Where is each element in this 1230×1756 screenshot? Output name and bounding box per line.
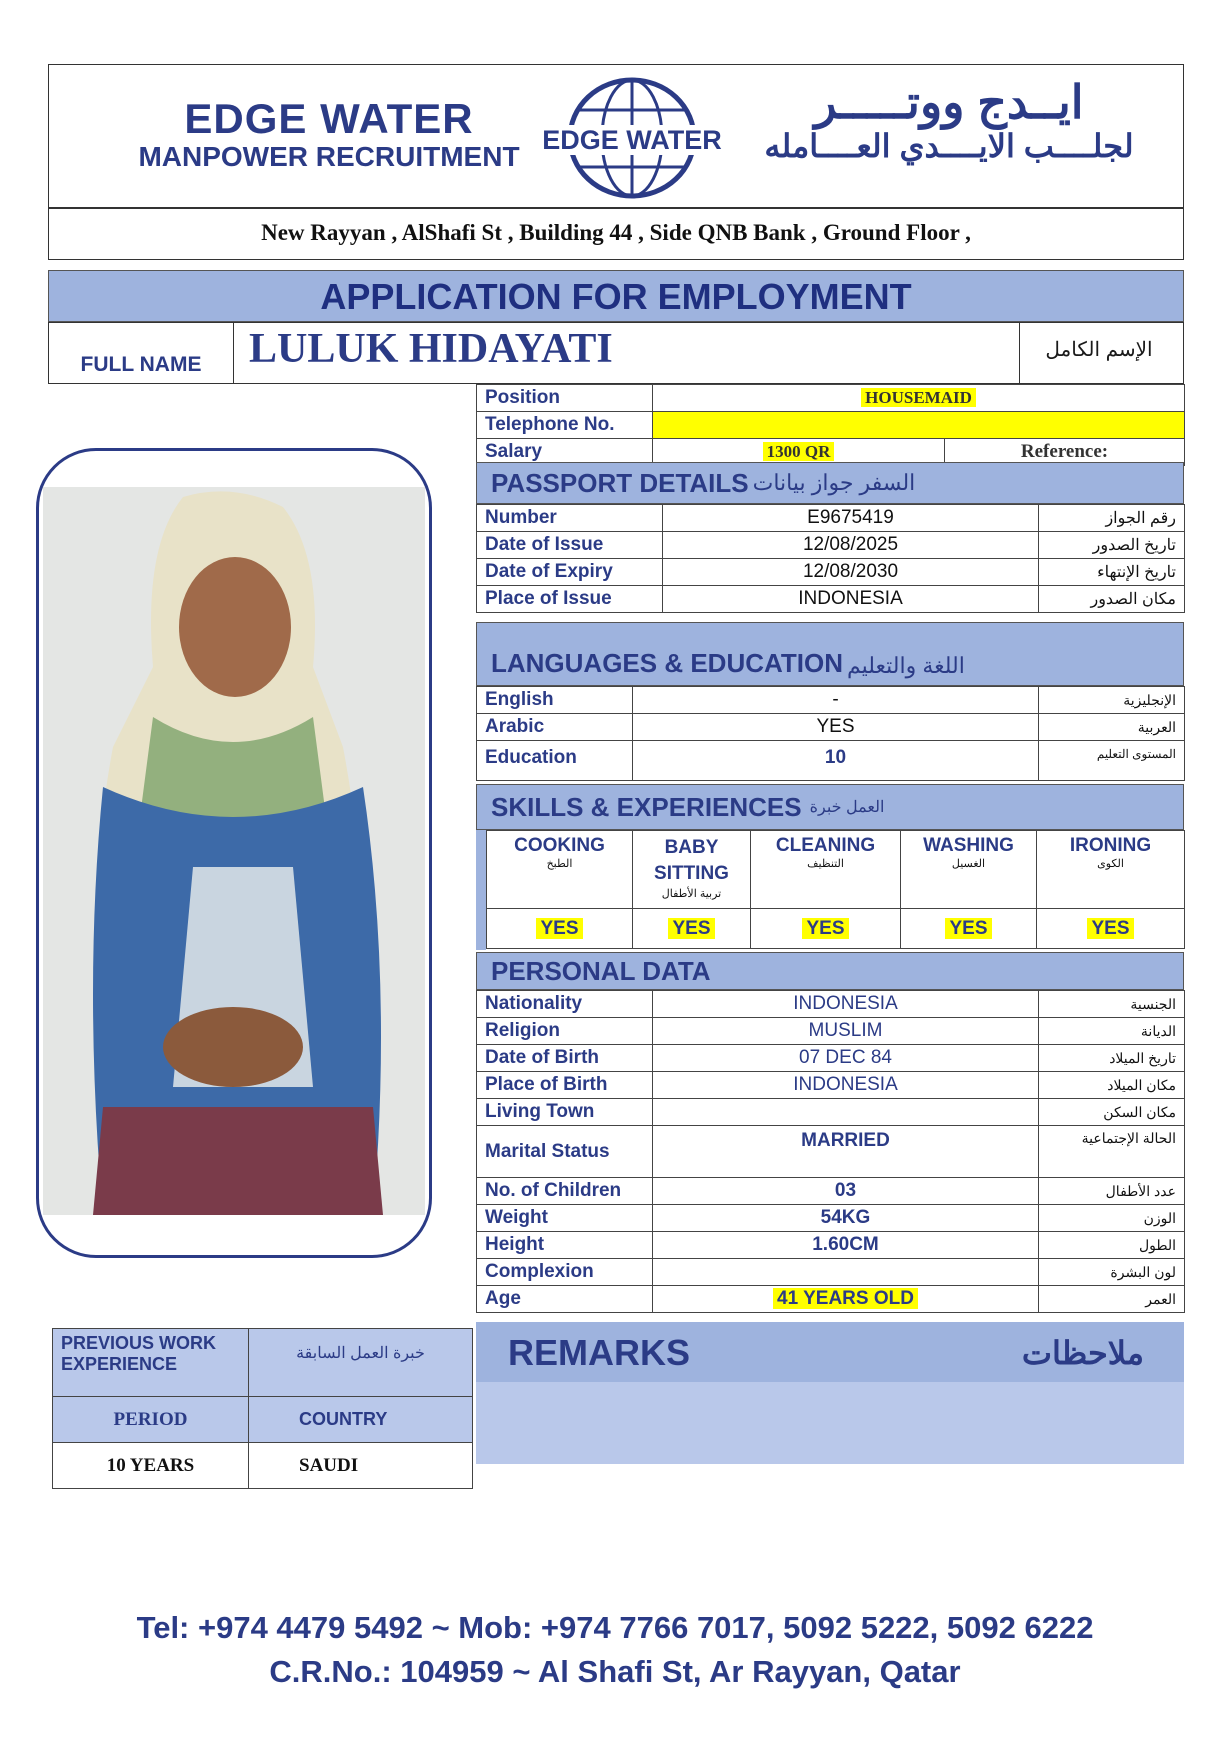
personal-table [476,990,1185,1313]
birth-place-ar: مكان الميلاد [1039,1072,1185,1099]
religion-ar: الديانة [1039,1018,1185,1045]
education-label: Education [477,741,633,781]
expiry-date-value: 12/08/2030 [663,559,1039,586]
skill-ironing [1037,831,1185,909]
skills-heading-text: SKILLS & EXPERIENCES [491,791,802,822]
skills-left-strip [476,830,486,950]
personal-heading [476,952,1184,990]
birth-date-ar: تاريخ الميلاد [1039,1045,1185,1072]
passport-table [476,504,1185,613]
letterhead [48,64,1184,208]
position-value-text: HOUSEMAID [861,388,976,407]
languages-table [476,686,1185,781]
period-value: 10 YEARS [53,1443,249,1489]
company-name-line1: EDGE WATER [184,95,474,142]
religion-label: Religion [477,1018,653,1045]
birth-date-label: Date of Birth [477,1045,653,1072]
skill-washing [901,831,1037,909]
skill-baby-sitting [633,831,751,909]
full-name-value: LULUK HIDAYATI [249,326,613,372]
skill-label: BABY SITTING [654,837,729,884]
passport-heading [476,462,1184,504]
nationality-ar: الجنسية [1039,991,1185,1018]
height-ar: الطول [1039,1232,1185,1259]
children-label: No. of Children [477,1178,653,1205]
work-experience-heading-ar: خبرة العمل السابقة [249,1329,473,1397]
living-town-label: Living Town [477,1099,653,1126]
skill-value [633,909,751,949]
position-label: Position [477,385,653,412]
page-title: APPLICATION FOR EMPLOYMENT [48,270,1184,322]
personal-heading-text: PERSONAL DATA [491,955,711,986]
height-value: 1.60CM [653,1232,1039,1259]
skill-value [751,909,901,949]
skill-label-ar: التنظيف [807,858,844,870]
skill-value-text: YES [1087,918,1133,939]
skills-heading-ar: العمل خبرة [809,799,885,816]
skill-cooking [487,831,633,909]
weight-label: Weight [477,1205,653,1232]
full-name-label-ar: الإسم الكامل [1045,339,1153,361]
skill-label: IRONING [1069,835,1152,856]
country-label: COUNTRY [249,1397,473,1443]
living-town-ar: مكان السكن [1039,1099,1185,1126]
skill-cleaning [751,831,901,909]
full-name-label: FULL NAME [80,353,202,376]
country-value: SAUDI [249,1443,473,1489]
expiry-date-ar: تاريخ الإنتهاء [1039,559,1185,586]
passport-number-label: Number [477,505,663,532]
height-label: Height [477,1232,653,1259]
photo-frame [36,448,432,1258]
skills-heading [476,784,1184,830]
complexion-value [653,1259,1039,1286]
skill-value [1037,909,1185,949]
issue-place-value: INDONESIA [663,586,1039,613]
issue-date-value: 12/08/2025 [663,532,1039,559]
birth-date-value: 07 DEC 84 [653,1045,1039,1072]
skill-label-ar: الكوى [1097,858,1124,870]
remarks-body [476,1382,1184,1464]
period-label: PERIOD [53,1397,249,1443]
skill-value-text: YES [802,918,848,939]
age-label: Age [477,1286,653,1313]
living-town-value [653,1099,1039,1126]
remarks-label-ar: ملاحظات [1021,1335,1144,1371]
arabic-ar: العربية [1039,714,1185,741]
issue-place-ar: مكان الصدور [1039,586,1185,613]
work-experience-table [52,1328,473,1489]
passport-heading-text: PASSPORT DETAILS [491,467,749,498]
passport-number-value: E9675419 [663,505,1039,532]
languages-heading [476,622,1184,686]
skill-value [487,909,633,949]
arabic-label: Arabic [477,714,633,741]
telephone-label: Telephone No. [477,412,653,439]
skill-label: CLEANING [775,835,876,856]
children-ar: عدد الأطفال [1039,1178,1185,1205]
skill-label: COOKING [514,835,605,856]
skill-value-text: YES [668,918,714,939]
religion-value: MUSLIM [653,1018,1039,1045]
reference-label: Reference: [945,439,1185,466]
marital-status-label: Marital Status [477,1126,653,1178]
english-ar: الإنجليزية [1039,687,1185,714]
nationality-value: INDONESIA [653,991,1039,1018]
skill-value-text: YES [945,918,991,939]
skill-label-ar: الغسيل [951,858,986,870]
company-name-ar [749,75,1149,165]
birth-place-value: INDONESIA [653,1072,1039,1099]
arabic-value: YES [633,714,1039,741]
skill-label: WASHING [923,835,1014,856]
salary-value-text: 1300 QR [763,442,835,461]
skill-label-ar: الطبخ [546,858,573,870]
position-value [653,385,1185,412]
age-ar: العمر [1039,1286,1185,1313]
company-name-ar-line1: ايــدج ووتـــــر [814,76,1084,128]
salary-label: Salary [477,439,653,466]
passport-row [477,559,1185,586]
company-name-ar-line2: لجلــــب الايــــدي العــــامله [764,128,1134,164]
weight-value: 54KG [653,1205,1039,1232]
footer-contact [0,1610,1230,1690]
skills-table [486,830,1185,949]
address-bar: New Rayyan , AlShafi St , Building 44 , Side QNB Bank , Ground Floor , [48,208,1184,260]
issue-date-label: Date of Issue [477,532,663,559]
applicant-photo [43,487,425,1215]
weight-ar: الوزن [1039,1205,1185,1232]
english-value: - [633,687,1039,714]
english-label: English [477,687,633,714]
complexion-ar: لون البشرة [1039,1259,1185,1286]
footer-address-line: C.R.No.: 104959 ~ Al Shafi St, Ar Rayyan, Qatar [269,1654,961,1689]
age-value-text: 41 YEARS OLD [773,1288,918,1309]
children-value: 03 [653,1178,1039,1205]
skill-value-text: YES [536,918,582,939]
expiry-date-label: Date of Expiry [477,559,663,586]
passport-heading-ar: السفر جواز بيانات [752,470,916,495]
remarks-heading [476,1322,1184,1382]
job-table [476,384,1185,466]
logo-text: EDGE WATER [542,125,722,155]
full-name-divider [233,323,234,383]
passport-row [477,532,1185,559]
issue-place-label: Place of Issue [477,586,663,613]
education-value: 10 [633,741,1039,781]
birth-place-label: Place of Birth [477,1072,653,1099]
languages-heading-ar: اللغة والتعليم [846,653,965,678]
company-name-en [119,95,539,173]
full-name-row [48,322,1184,384]
footer-phone-line: Tel: +974 4479 5492 ~ Mob: +974 7766 7017, 5092 5222, 5092 6222 [136,1610,1094,1645]
telephone-value [653,412,1185,439]
company-name-line2: MANPOWER RECRUITMENT [138,141,520,172]
company-logo [537,75,727,201]
passport-row [477,505,1185,532]
age-value [653,1286,1039,1313]
skill-label-ar: تربية الأطفال [661,888,722,900]
remarks-label: REMARKS [508,1332,691,1373]
marital-status-ar: الحالة الإجتماعية [1039,1126,1185,1178]
marital-status-value: MARRIED [653,1126,1039,1178]
passport-number-ar: رقم الجواز [1039,505,1185,532]
work-experience-heading: PREVIOUS WORK EXPERIENCE [53,1329,249,1397]
complexion-label: Complexion [477,1259,653,1286]
skill-value [901,909,1037,949]
issue-date-ar: تاريخ الصدور [1039,532,1185,559]
passport-row [477,586,1185,613]
languages-heading-text: LANGUAGES & EDUCATION [491,648,843,678]
nationality-label: Nationality [477,991,653,1018]
education-ar: المستوى التعليم [1039,741,1185,781]
